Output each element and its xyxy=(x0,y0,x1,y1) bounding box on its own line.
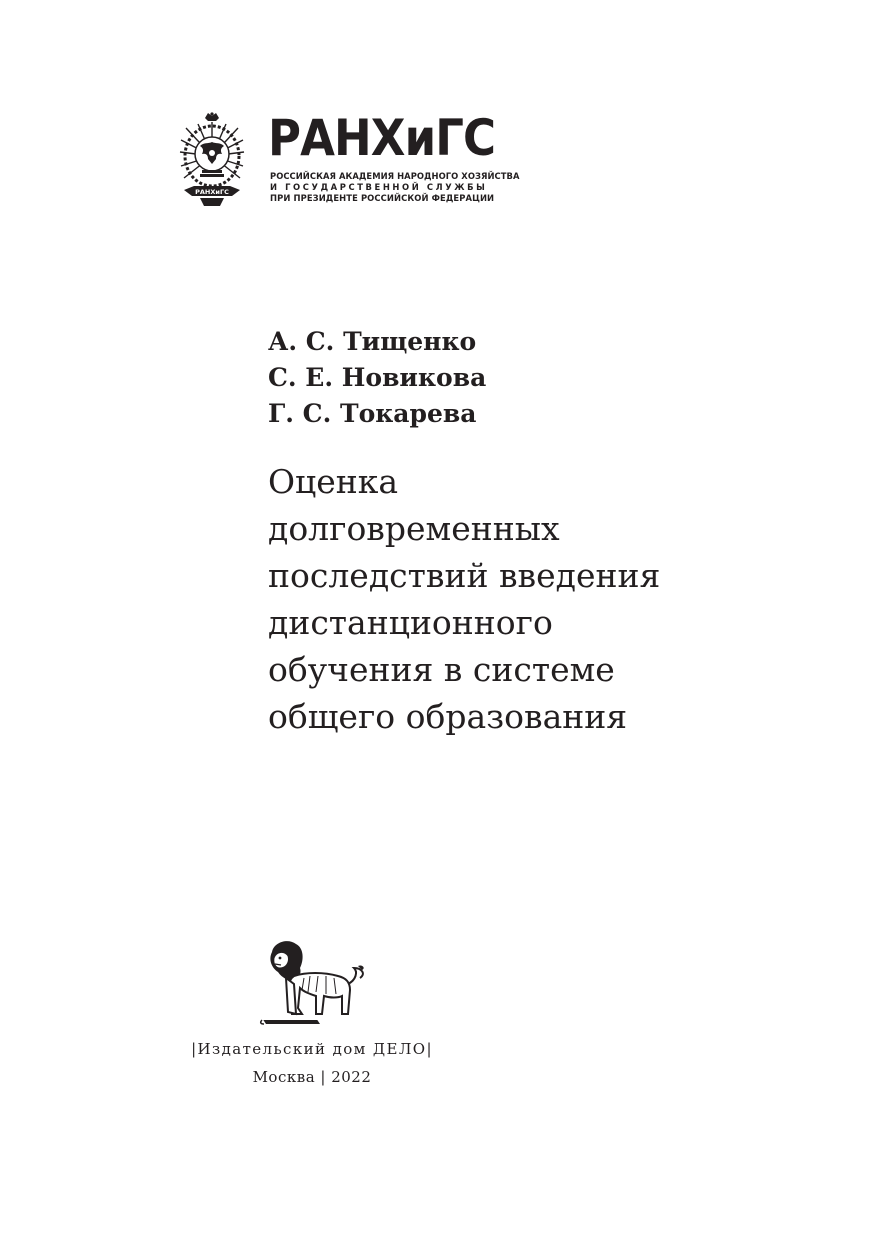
title-line: последствий введения xyxy=(268,556,661,595)
ranepa-wordmark: РАНХиГС xyxy=(268,109,496,167)
title-line: обучения в системе xyxy=(268,650,615,689)
title-line: дистанционного xyxy=(268,603,553,642)
author-name: Г. С. Токарева xyxy=(268,399,477,428)
ranepa-subtitle-line-3: ПРИ ПРЕЗИДЕНТЕ РОССИЙСКОЙ ФЕДЕРАЦИИ xyxy=(270,193,495,203)
author-name: С. Е. Новикова xyxy=(268,363,487,392)
ranepa-logo xyxy=(178,108,520,208)
author-list xyxy=(268,324,768,432)
publisher-city-year: Москва | 2022 xyxy=(252,1068,372,1086)
title-line: долговременных xyxy=(268,509,560,548)
publisher-name: |Издательский дом ДЕЛО| xyxy=(191,1040,433,1058)
book-title xyxy=(268,458,788,740)
title-line: Оценка xyxy=(268,462,399,501)
title-line: общего образования xyxy=(268,697,628,736)
ranepa-emblem-icon xyxy=(178,112,246,208)
ranepa-subtitle-line-1: РОССИЙСКАЯ АКАДЕМИЯ НАРОДНОГО ХОЗЯЙСТВА xyxy=(270,171,520,181)
lion-icon xyxy=(258,938,370,1032)
svg-text:РАНХиГС: РАНХиГС xyxy=(195,188,229,196)
ranepa-subtitle-line-2: И ГОСУДАРСТВЕННОЙ СЛУЖБЫ xyxy=(270,182,488,192)
author-name: А. С. Тищенко xyxy=(268,327,477,356)
publisher-imprint xyxy=(172,938,452,1098)
